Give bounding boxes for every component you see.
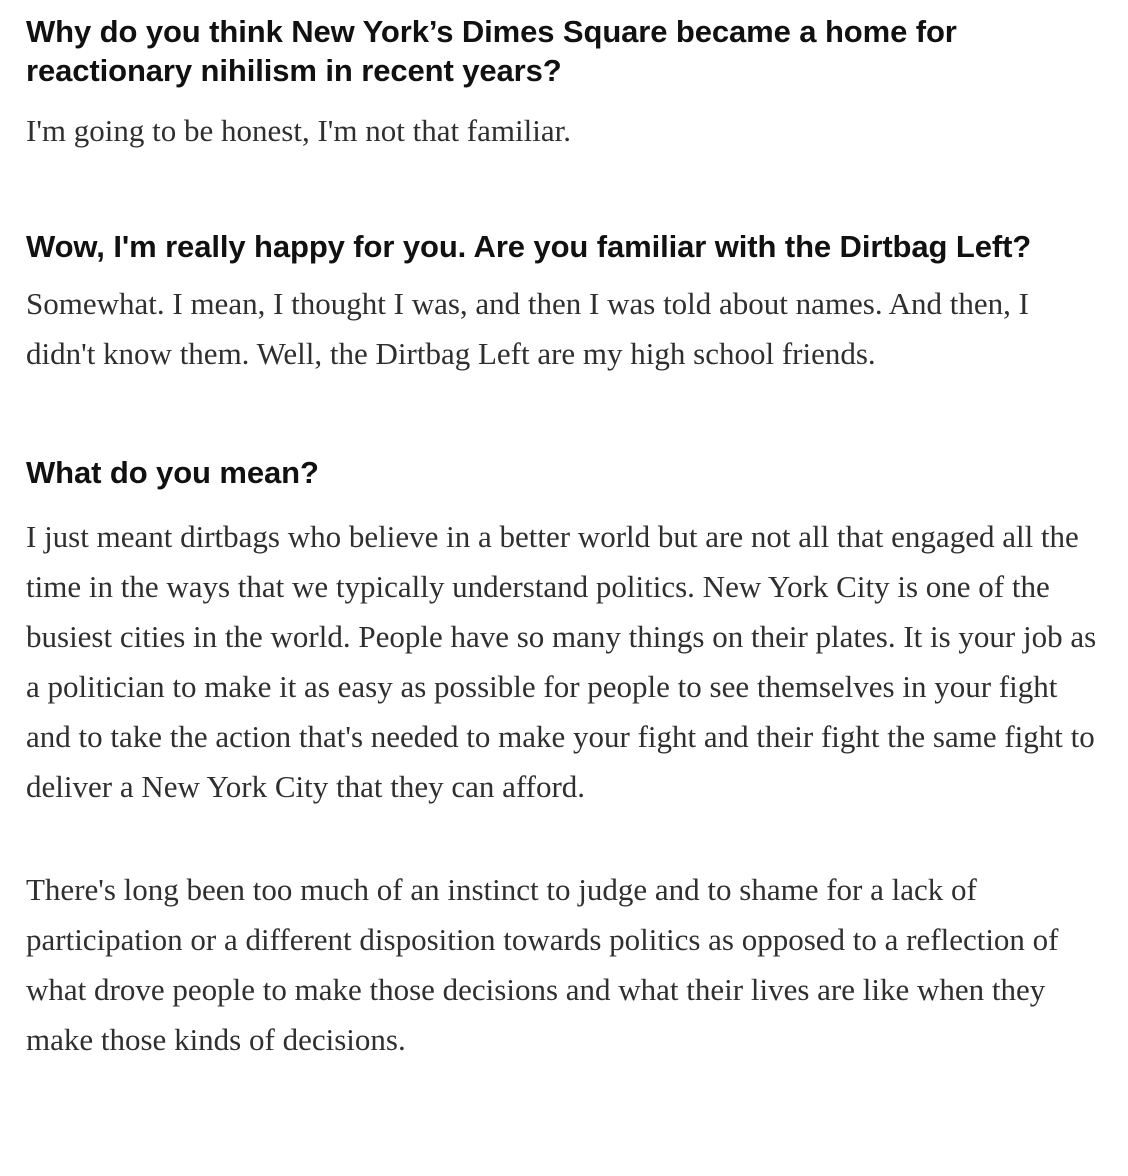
answer-dimes-square: I'm going to be honest, I'm not that familiar. — [26, 113, 571, 148]
answer-dirtbag-left: Somewhat. I mean, I thought I was, and then I was told about names. And then, I didn't know them. Well, the Dirtbag Left are my high school friends. — [26, 286, 1029, 371]
interview-article — [26, 12, 1106, 1065]
question-what-do-you-mean: What do you mean? — [26, 455, 319, 490]
answer-what-do-you-mean-paragraph-2: There's long been too much of an instinct to judge and to shame for a lack of participation or a different disposition towards politics as opposed to a reflection of what drove people to make those decisions and what their lives are like when they make those kinds of decisions. — [26, 872, 1059, 1057]
answer-what-do-you-mean-paragraph-1: I just meant dirtbags who believe in a better world but are not all that engaged all the time in the ways that we typically understand politics. New York City is one of the busiest cities in the world. People have so many things on their plates. It is your job as a politician to make it as easy as possible for people to see themselves in your fight and to take the action that's needed to make your fight and their fight the same fight to deliver a New York City that they can afford. — [26, 519, 1097, 804]
question-dimes-square: Why do you think New York’s Dimes Square became a home for reactionary nihilism in recent years? — [26, 14, 957, 88]
question-dirtbag-left: Wow, I'm really happy for you. Are you familiar with the Dirtbag Left? — [26, 229, 1032, 264]
